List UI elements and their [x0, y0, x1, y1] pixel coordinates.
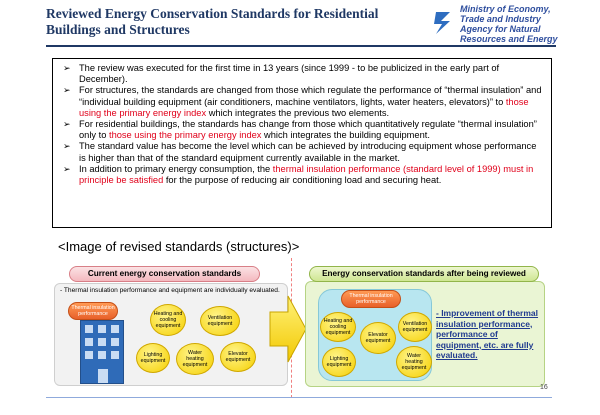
- bullet-text: The standard value has become the level which can be achieved by introducing equipment whose performance is higher than that of the standard equipment currently available in the market.: [79, 141, 537, 163]
- section-title: <Image of revised standards (structures)>: [58, 239, 300, 254]
- bullet-text: In addition to primary energy consumption, the: [79, 163, 273, 174]
- bullet-text: which integrates the previous two elements.: [206, 107, 390, 118]
- bullet-item: [63, 63, 545, 85]
- agency-logo-text: [460, 4, 600, 44]
- thermal-insulation-banner: Thermal insulation performance: [68, 302, 118, 320]
- bullet-text: which integrates the building equipment.: [261, 130, 430, 141]
- bullet-text: For structures, the standards are changed from those which regulate the performance of “thermal insulation” and “individual building equipment (air conditioners, machine ventilators, lights, water heaters, elevators)” to: [79, 85, 542, 107]
- heating-cooling-bubble: Heating and cooling equipment: [320, 312, 356, 342]
- title-underline: [46, 45, 556, 47]
- meti-logo-icon: [432, 10, 454, 36]
- ventilation-bubble: Ventilation equipment: [398, 312, 432, 342]
- ventilation-bubble: Ventilation equipment: [200, 306, 240, 336]
- arrow-bullet-icon: ➢: [63, 63, 71, 73]
- logo-line: Agency for Natural: [460, 24, 541, 34]
- summary-box: [52, 58, 552, 228]
- logo-line: Trade and Industry: [460, 14, 541, 24]
- logo-line: Resources and Energy: [460, 34, 558, 44]
- building-icon: [80, 320, 124, 384]
- bullet-highlight: thermal insulation performance (standard level of 1999) must in principle be satisfied: [79, 163, 534, 186]
- logo-line: Ministry of Economy,: [460, 4, 551, 14]
- lighting-bubble: Lighting equipment: [322, 347, 356, 377]
- bullet-text: for the purpose of reducing air conditioning load and securing heat.: [163, 175, 442, 186]
- elevator-bubble: Elevator equipment: [220, 342, 256, 372]
- footer-rule: [46, 397, 552, 398]
- heating-cooling-bubble: Heating and cooling equipment: [150, 304, 186, 336]
- current-standards-label: Current energy conservation standards: [69, 266, 260, 282]
- bullet-item: [63, 141, 545, 163]
- right-arrow-icon: [268, 294, 308, 364]
- bullet-highlight: those using the primary energy index: [79, 96, 529, 118]
- current-standards-note: - Thermal insulation performance and equipment are individually evaluated.: [60, 287, 280, 294]
- lighting-bubble: Lighting equipment: [136, 343, 170, 373]
- page-number: 16: [540, 384, 548, 391]
- water-heating-bubble: Water heating equipment: [396, 346, 432, 378]
- reviewed-standards-label: Energy conservation standards after being reviewed: [309, 266, 539, 282]
- arrow-bullet-icon: ➢: [63, 141, 71, 152]
- arrow-bullet-icon: ➢: [63, 163, 71, 174]
- arrow-bullet-icon: ➢: [63, 85, 71, 96]
- thermal-insulation-banner: Thermal insulation performance: [341, 290, 401, 308]
- water-heating-bubble: Water heating equipment: [176, 343, 214, 375]
- bullet-text: For residential buildings, the standards has change from those which quantitatively regulate “thermal insulation” only to: [79, 119, 537, 141]
- elevator-bubble: Elevator equipment: [360, 322, 396, 354]
- page-title: Reviewed Energy Conservation Standards for Residential Buildings and Structures: [46, 6, 379, 37]
- bullet-highlight: those using the primary energy index: [108, 130, 262, 141]
- bullet-text: The review was executed for the first time in 13 years (since 1999 - to be publicized in the early part of December).: [79, 63, 500, 85]
- arrow-bullet-icon: ➢: [63, 119, 71, 130]
- bullet-item: [63, 119, 545, 141]
- reviewed-standards-note: - Improvement of thermal insulation performance, performance of equipment, etc. are fully evaluated.: [436, 308, 539, 360]
- bullet-item: [63, 85, 545, 119]
- bullet-item: [63, 164, 545, 186]
